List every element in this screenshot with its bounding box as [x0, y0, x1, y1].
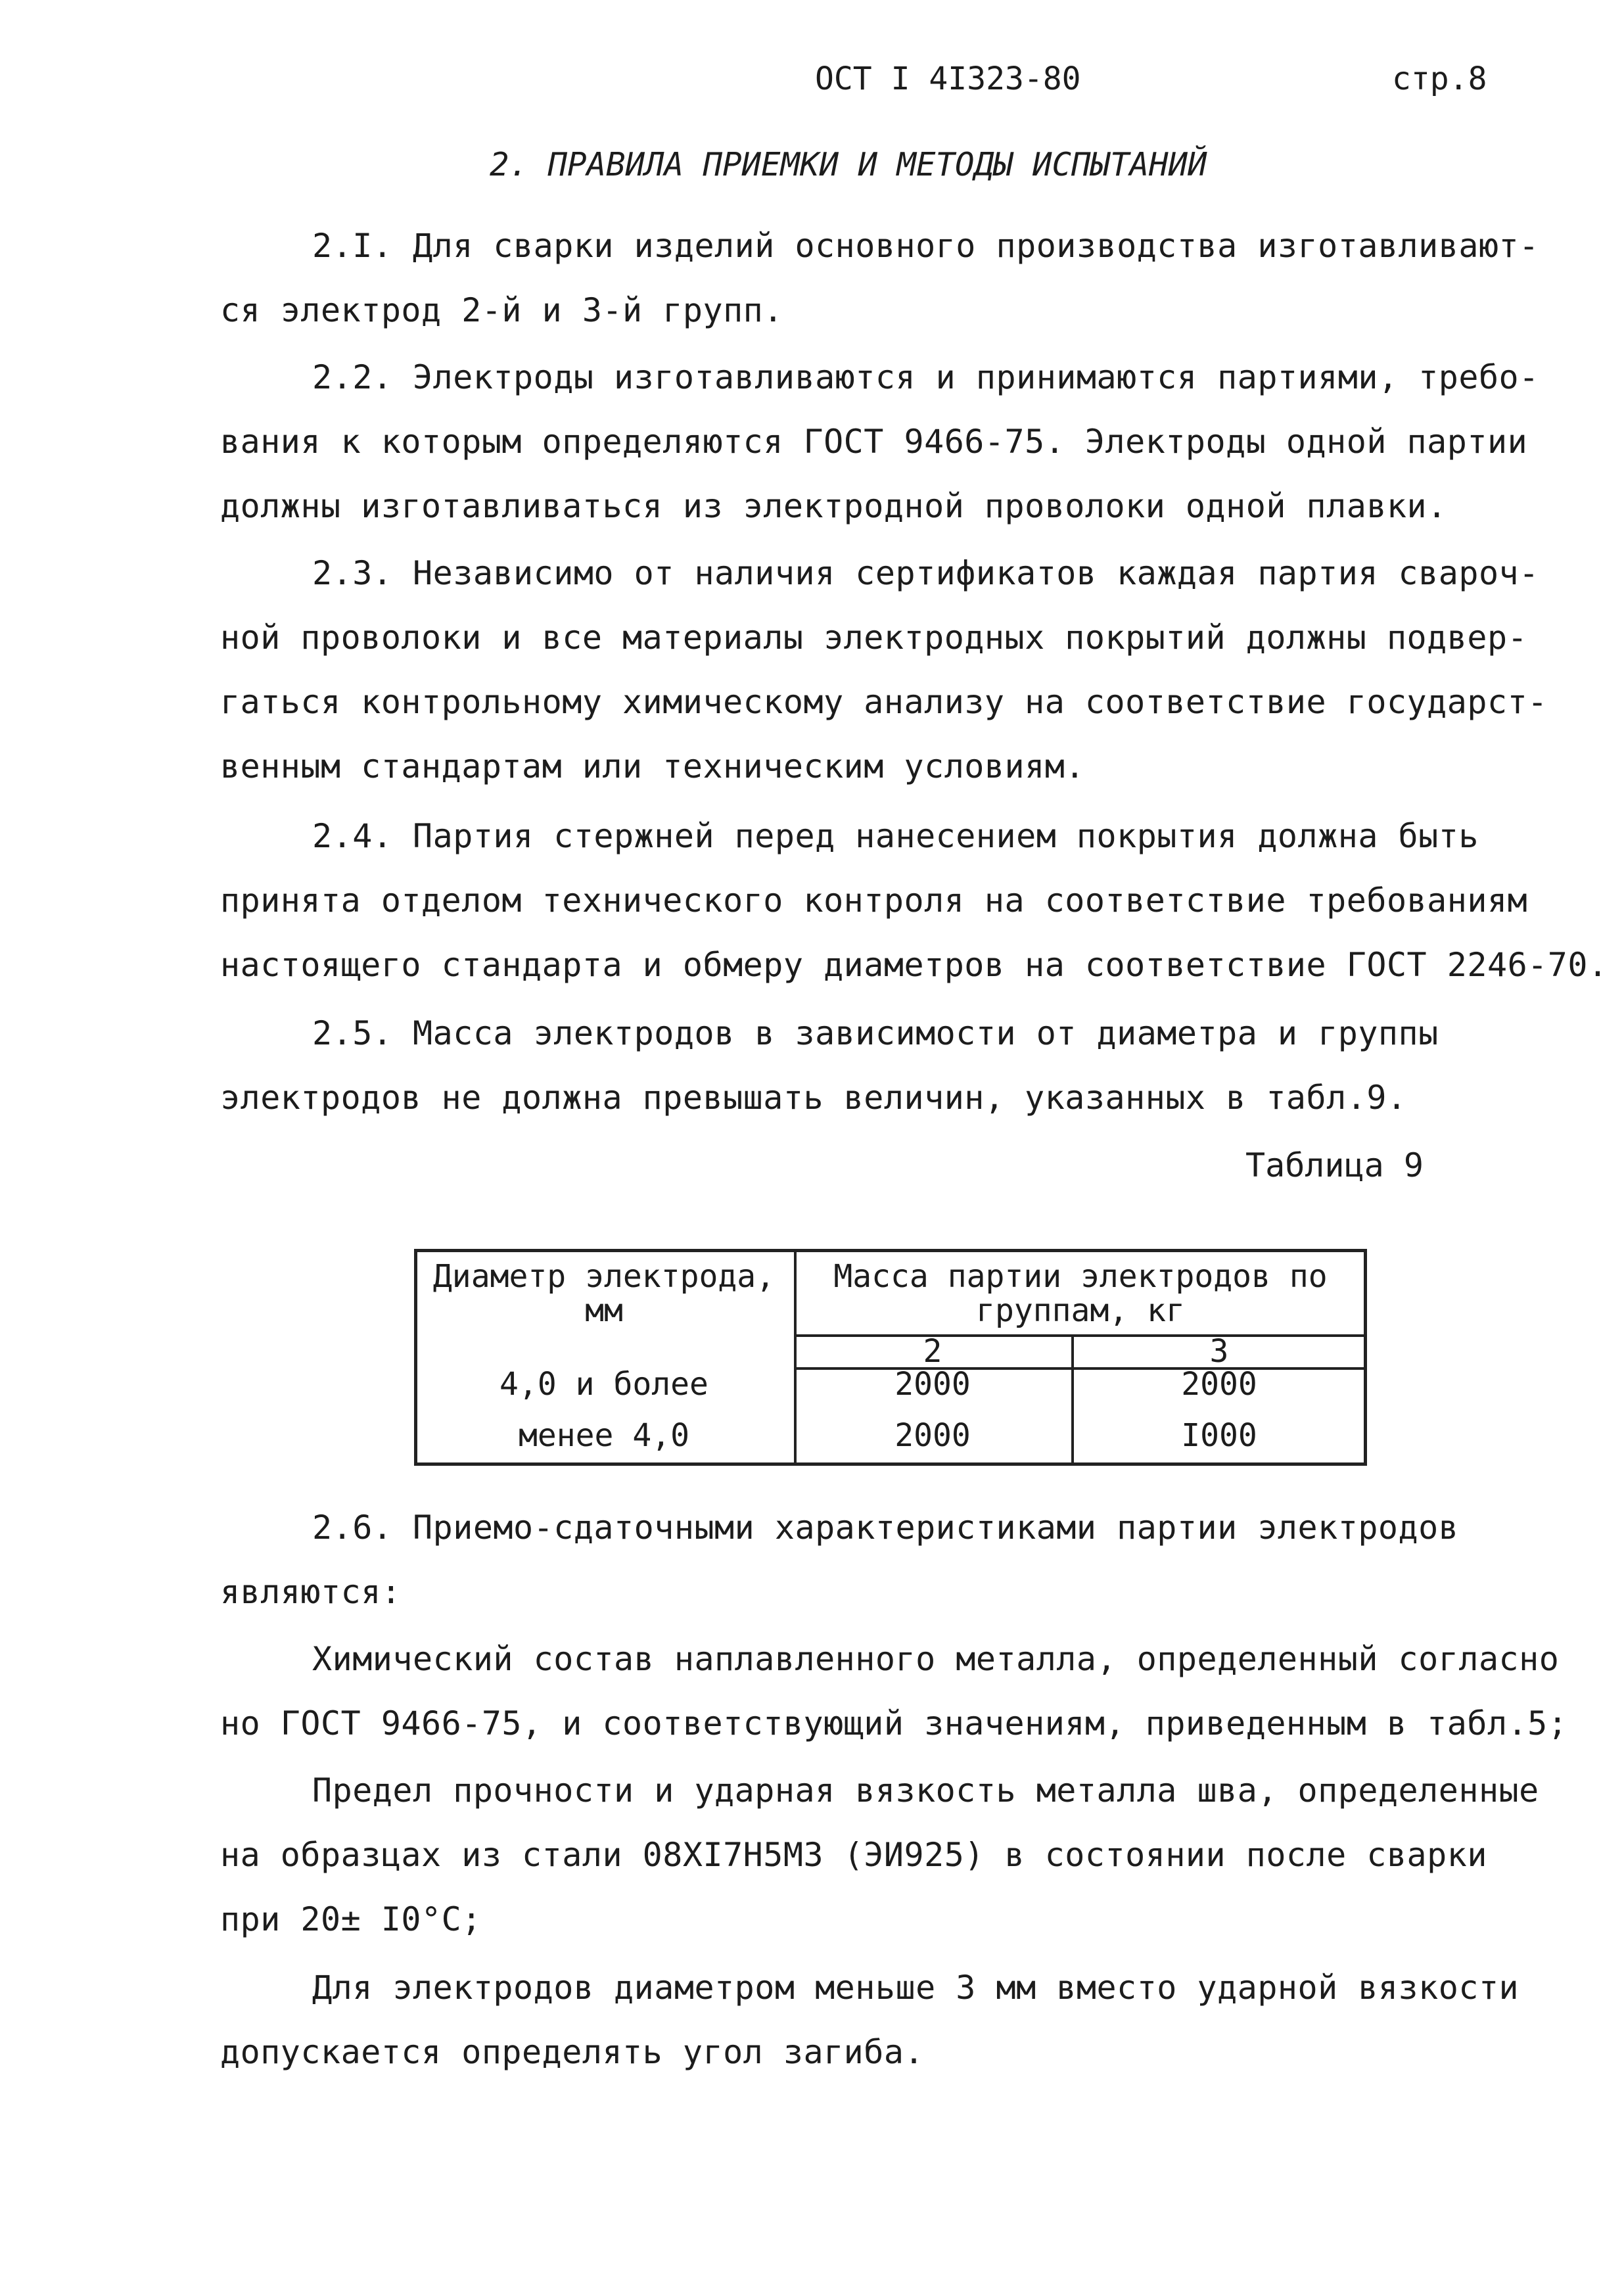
paragraph-2-3-line-2: ной проволоки и все материалы электродных покрытий должны подвер- [220, 619, 1528, 657]
header-mass-line-1: Масса партии электродов по [833, 1258, 1328, 1295]
bend-test-line-1: Для электродов диаметром меньше 3 мм вместо ударной вязкости [312, 1969, 1520, 2007]
strength-line-1: Предел прочности и ударная вязкость металла шва, определенные [312, 1771, 1539, 1810]
row-1-diameter: 4,0 и более [499, 1366, 708, 1403]
paragraph-2-4-line-2: принята отделом технического контроля на соответствие требованиям [220, 881, 1528, 920]
group-2-label: 2 [923, 1333, 942, 1370]
document-code: ОСТ I 4I323-80 [815, 60, 1081, 97]
section-title: 2. ПРАВИЛА ПРИЕМКИ И МЕТОДЫ ИСПЫТАНИЙ [490, 146, 1207, 183]
paragraph-2-5-line-2: электродов не должна превышать величин, указанных в табл.9. [220, 1079, 1407, 1117]
chem-composition-line-2: но ГОСТ 9466-75, и соответствующий значениям, приведенным в табл.5; [220, 1704, 1568, 1743]
paragraph-2-2-line-1: 2.2. Электроды изготавливаются и принимаются партиями, требо- [312, 358, 1539, 396]
row-2-group-3: I000 [1181, 1417, 1257, 1454]
paragraph-2-5-line-1: 2.5. Масса электродов в зависимости от диаметра и группы [312, 1014, 1439, 1052]
paragraph-2-3-line-4: венным стандартам или техническим условиям. [220, 747, 1085, 785]
row-1-group-2: 2000 [894, 1366, 971, 1403]
header-diameter-line-2: мм [585, 1292, 623, 1329]
page-number: стр.8 [1392, 60, 1487, 97]
header-mass-line-2: группам, кг [976, 1292, 1185, 1329]
paragraph-2-4-line-1: 2.4. Партия стержней перед нанесением покрытия должна быть [312, 817, 1479, 855]
paragraph-2-1-line-2: ся электрод 2-й и 3-й групп. [220, 291, 783, 329]
paragraph-2-2-line-3: должны изготавливаться из электродной проволоки одной плавки. [220, 487, 1447, 525]
paragraph-2-6-line-1: 2.6. Приемо-сдаточными характеристиками партии электродов [312, 1509, 1459, 1547]
paragraph-2-1-line-1: 2.I. Для сварки изделий основного производства изготавливают- [312, 227, 1539, 265]
paragraph-2-3-line-3: гаться контрольному химическому анализу на соответствие государст- [220, 683, 1548, 721]
row-1-group-3: 2000 [1181, 1366, 1257, 1403]
paragraph-2-6-line-2: являются: [220, 1573, 402, 1611]
strength-line-2: на образцах из стали 08ХI7Н5М3 (ЭИ925) в состоянии после сварки [220, 1836, 1487, 1874]
paragraph-2-2-line-2: вания к которым определяются ГОСТ 9466-75. Электроды одной партии [220, 423, 1528, 461]
paragraph-2-4-line-3: настоящего стандарта и обмеру диаметров на соответствие ГОСТ 2246-70. [220, 946, 1608, 984]
bend-test-line-2: допускается определять угол загиба. [220, 2033, 925, 2071]
header-diameter-line-1: Диаметр электрода, [432, 1258, 776, 1295]
row-2-group-2: 2000 [894, 1417, 971, 1454]
mass-table [414, 1249, 1367, 1466]
row-2-diameter: менее 4,0 [518, 1417, 690, 1454]
strength-line-3: при 20± I0°С; [220, 1900, 482, 1938]
paragraph-2-3-line-1: 2.3. Независимо от наличия сертификатов каждая партия свароч- [312, 554, 1539, 592]
group-3-label: 3 [1209, 1333, 1229, 1370]
table-caption: Таблица 9 [1245, 1146, 1424, 1184]
chem-composition-line-1: Химический состав наплавленного металла, определенный согласно [312, 1640, 1560, 1678]
